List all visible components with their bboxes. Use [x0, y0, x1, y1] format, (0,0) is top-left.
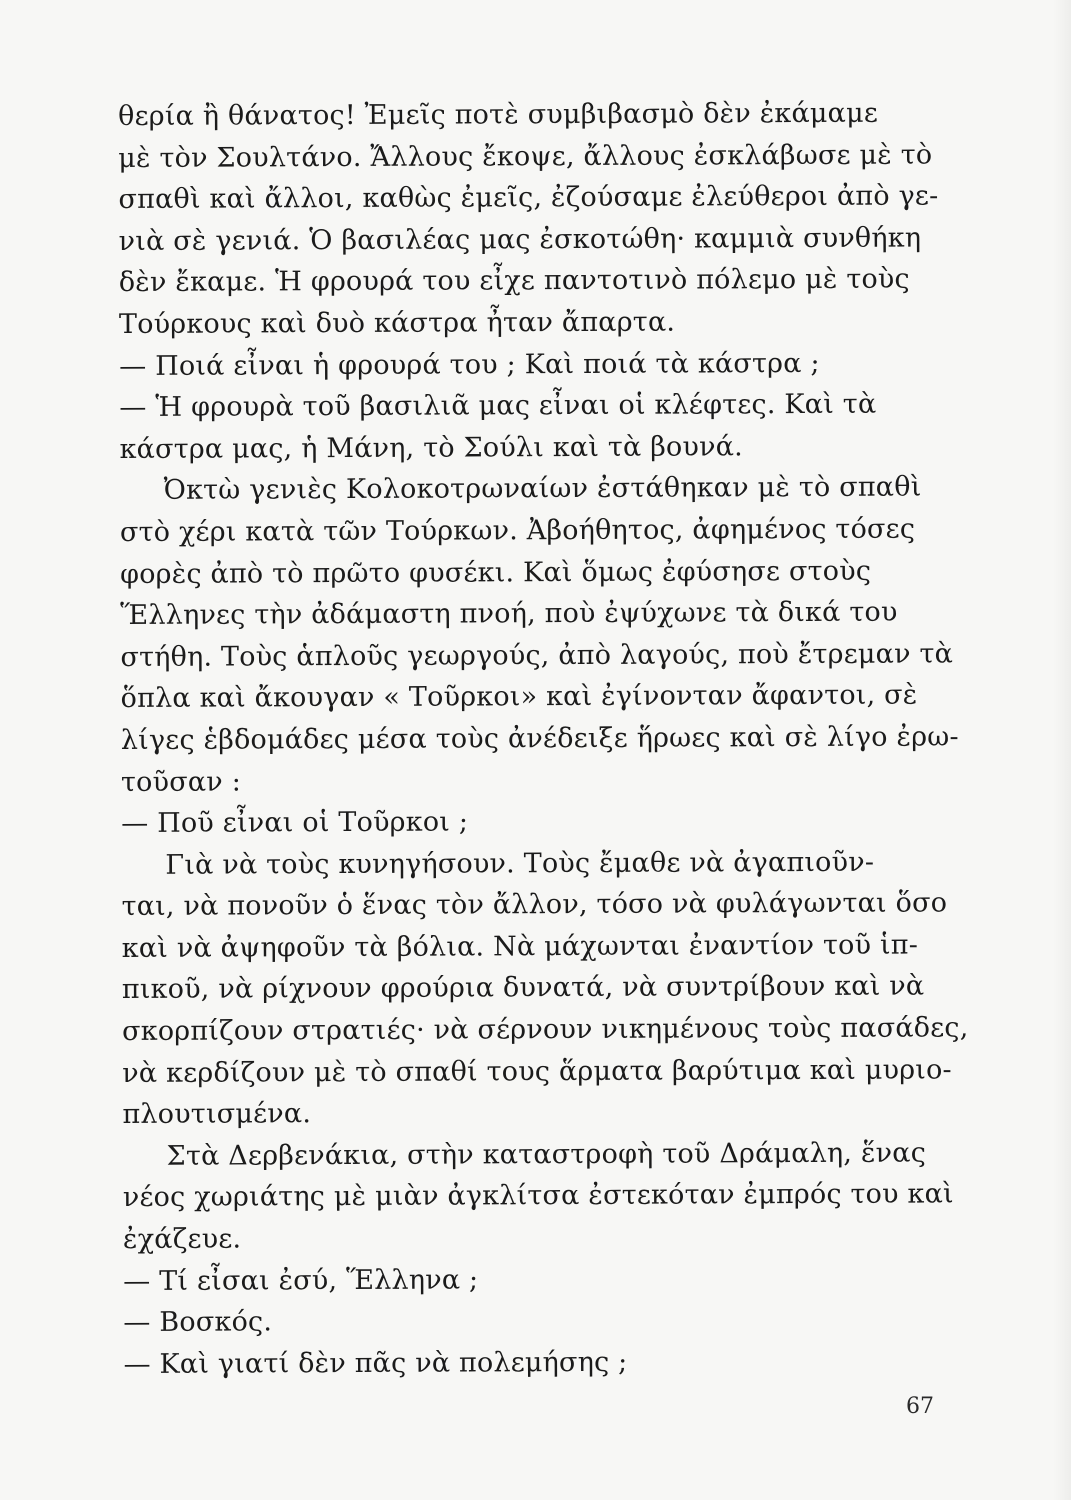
- text-line: πλουτισμένα.: [122, 1098, 312, 1131]
- text-line: νιὰ σὲ γενιά. Ὁ βασιλέας μας ἐσκοτώθη· καμμιὰ συνθήκη: [118, 222, 922, 257]
- dialogue-line: — Βοσκός.: [123, 1306, 273, 1339]
- text-line: νέος χωριάτης μὲ μιὰν ἀγκλίτσα ἐστεκόταν ἐμπρός του καὶ: [122, 1178, 954, 1214]
- body-text: [118, 92, 969, 1385]
- text-line: ὅπλα καὶ ἄκουγαν « Τοῦρκοι» καὶ ἐγίνονταν ἄφαντοι, σὲ: [120, 679, 918, 715]
- dialogue-line: — Καὶ γιατί δὲν πᾶς νὰ πολεμήσης ;: [123, 1346, 628, 1380]
- text-line: πικοῦ, νὰ ρίχνουν φρούρια δυνατά, νὰ συντρίβουν καὶ νὰ: [121, 970, 925, 1006]
- text-line: δὲν ἔκαμε. Ἡ φρουρά του εἶχε παντοτινὸ πόλεμο μὲ τοὺς: [118, 263, 910, 299]
- text-line: σκορπίζουν στρατιές· νὰ σέρνουν νικημένους τοὺς πασάδες,: [122, 1012, 969, 1048]
- text-line: φορὲς ἀπὸ τὸ πρῶτο φυσέκι. Καὶ ὅμως ἐφύσησε στοὺς: [120, 555, 872, 590]
- text-line: ται, νὰ πονοῦν ὁ ἕνας τὸν ἄλλον, τόσο νὰ φυλάγωνται ὅσο: [121, 887, 948, 923]
- text-line: λίγες ἑβδομάδες μέσα τοὺς ἀνέδειξε ἥρωες καὶ σὲ λίγο ἐρω-: [120, 721, 959, 756]
- text-line: στὸ χέρι κατὰ τῶν Τούρκων. Ἀβοήθητος, ἀφημένος τόσες: [119, 513, 916, 548]
- paragraph-start: Ὀκτὼ γενιὲς Κολοκοτρωναίων ἐστάθηκαν μὲ τὸ σπαθὶ: [163, 471, 922, 507]
- text-line: σπαθὶ καὶ ἄλλοι, καθὼς ἐμεῖς, ἐζούσαμε ἐλεύθεροι ἀπὸ γε-: [118, 180, 939, 216]
- text-line: θερία ἢ θάνατος! Ἐμεῖς ποτὲ συμβιβασμὸ δὲν ἐκάμαμε: [118, 97, 879, 132]
- text-line: ἐχάζευε.: [122, 1223, 242, 1256]
- dialogue-line: — Ποιά εἶναι ἡ φρουρά του ; Καὶ ποιά τὰ κάστρα ;: [119, 347, 820, 382]
- dialogue-line: — Ἡ φρουρὰ τοῦ βασιλιᾶ μας εἶναι οἱ κλέφτες. Καὶ τὰ: [119, 388, 877, 424]
- text-line: κάστρα μας, ἡ Μάνη, τὸ Σούλι καὶ τὰ βουνά.: [119, 431, 743, 465]
- text-line: Τούρκους καὶ δυὸ κάστρα ἦταν ἄπαρτα.: [118, 306, 676, 340]
- text-line: στήθη. Τοὺς ἁπλοῦς γεωργούς, ἀπὸ λαγούς, ποὺ ἔτρεμαν τὰ: [120, 638, 954, 673]
- paragraph-start: Γιὰ νὰ τοὺς κυνηγήσουν. Τοὺς ἔμαθε νὰ ἀγαπιοῦν-: [165, 846, 875, 881]
- text-line: μὲ τὸν Σουλτάνο. Ἄλλους ἔκοψε, ἄλλους ἐσκλάβωσε μὲ τὸ: [118, 139, 933, 174]
- dialogue-line: — Ποῦ εἶναι οἱ Τοῦρκοι ;: [121, 806, 469, 840]
- dialogue-line: — Τί εἶσαι ἐσύ, Ἕλληνα ;: [123, 1264, 479, 1297]
- text-line: τοῦσαν :: [120, 765, 242, 798]
- text-line: νὰ κερδίζουν μὲ τὸ σπαθί τους ἅρματα βαρύτιμα καὶ μυριο-: [122, 1054, 952, 1089]
- page-edge-shadow: [1053, 0, 1071, 1500]
- text-line: Ἕλληνες τὴν ἀδάμαστη πνοή, ποὺ ἐψύχωνε τὰ δικά του: [120, 596, 898, 632]
- text-line: καὶ νὰ ἀψηφοῦν τὰ βόλια. Νὰ μάχωνται ἐναντίον τοῦ ἱπ-: [121, 929, 919, 964]
- page-number: 67: [906, 1394, 934, 1419]
- paragraph-start: Στὰ Δερβενάκια, στὴν καταστροφὴ τοῦ Δράμαλη, ἕνας: [166, 1137, 927, 1172]
